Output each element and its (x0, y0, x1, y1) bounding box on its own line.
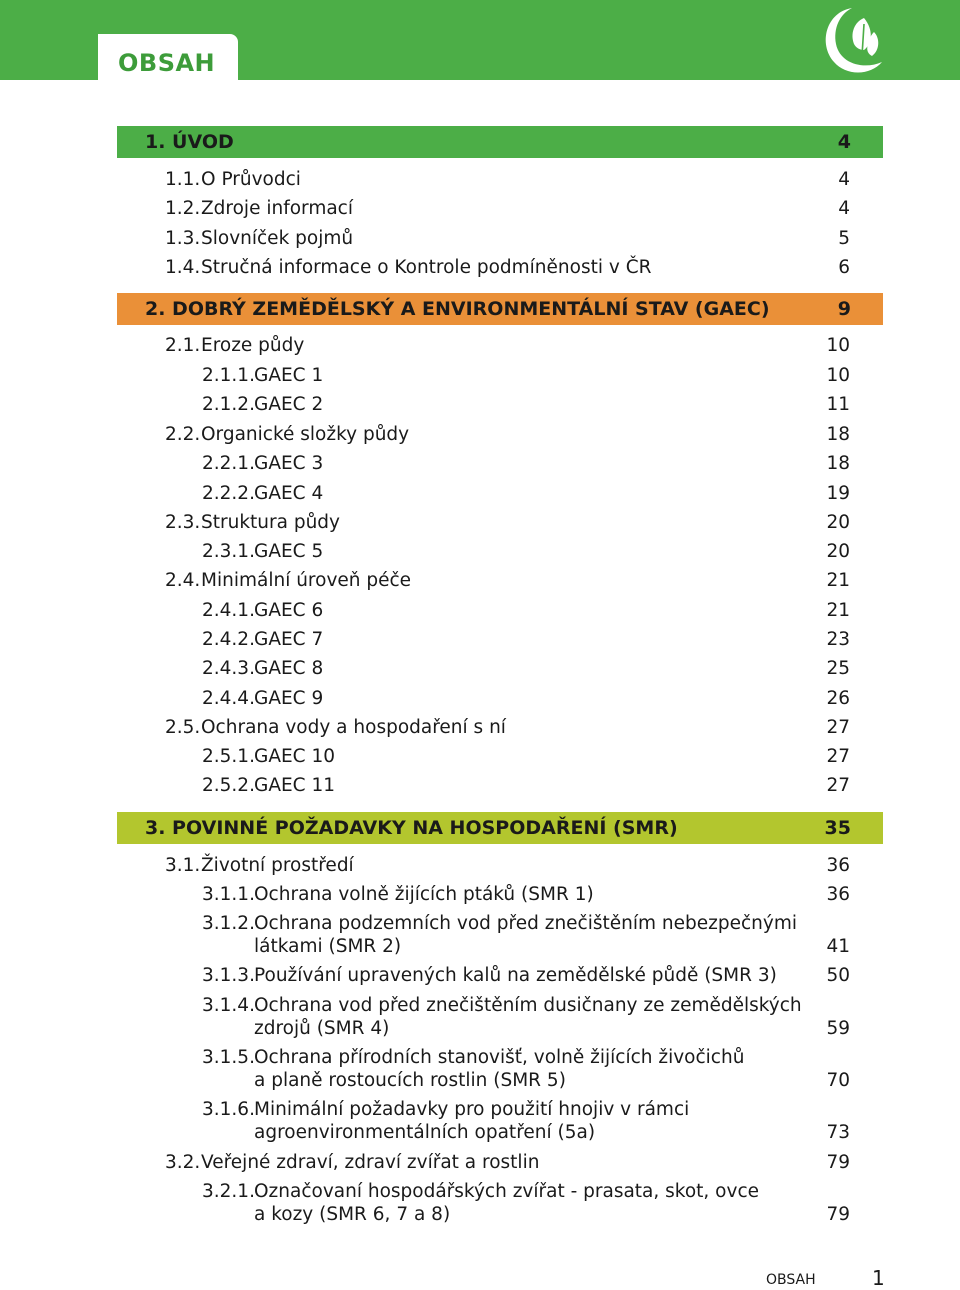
entry-page: 36 (826, 884, 850, 905)
entry-number: 3.1.2. (202, 913, 255, 934)
entry-title: GAEC 10 (254, 746, 336, 767)
section-header-2[interactable] (117, 293, 883, 325)
section-page: 9 (837, 298, 851, 320)
entry-title: GAEC 3 (254, 453, 324, 474)
entry-title: Zdroje informací (201, 198, 353, 219)
entry-page: 27 (826, 746, 850, 767)
entry-page: 79 (826, 1152, 850, 1173)
entry-title: GAEC 7 (254, 629, 324, 650)
entry-number: 3.1.3. (202, 965, 255, 986)
entry-page: 23 (826, 629, 850, 650)
entry-number: 2.3.1. (202, 541, 255, 562)
entry-title: Ochrana přírodních stanovišť, volně žijících živočichů (254, 1047, 745, 1068)
header-tab (98, 34, 238, 80)
footer-label: OBSAH (766, 1272, 816, 1288)
entry-number: 3.1.6. (202, 1099, 255, 1120)
entry-page: 26 (826, 688, 850, 709)
entry-title-continued: zdrojů (SMR 4) (254, 1018, 390, 1039)
entry-page: 4 (838, 169, 850, 190)
entry-title: GAEC 6 (254, 600, 324, 621)
entry-number: 2.1.1. (202, 365, 255, 386)
entry-number: 2.2.2. (202, 483, 255, 504)
section-title: 3. POVINNÉ POŽADAVKY NA HOSPODAŘENÍ (SMR) (145, 817, 678, 839)
entry-page: 50 (826, 965, 850, 986)
entry-title: O Průvodci (201, 169, 301, 190)
entry-title: GAEC 2 (254, 394, 324, 415)
entry-page: 5 (838, 228, 850, 249)
entry-number: 1.1. (165, 169, 201, 190)
entry-title: Veřejné zdraví, zdraví zvířat a rostlin (201, 1152, 540, 1173)
entry-page: 6 (838, 257, 850, 278)
section-header-3[interactable] (117, 812, 883, 844)
entry-number: 2.2.1. (202, 453, 255, 474)
entry-title: Minimální požadavky pro použití hnojiv v rámci (254, 1099, 690, 1120)
entry-number: 3.1. (165, 855, 201, 876)
entry-page: 79 (826, 1204, 850, 1225)
section-title: 1. ÚVOD (145, 131, 234, 153)
entry-number: 2.5. (165, 717, 201, 738)
footer-page-number: 1 (872, 1266, 885, 1290)
entry-number: 2.5.1. (202, 746, 255, 767)
entry-number: 2.5.2. (202, 775, 255, 796)
entry-title-continued: a planě rostoucích rostlin (SMR 5) (254, 1070, 566, 1091)
entry-page: 21 (826, 600, 850, 621)
entry-page: 59 (826, 1018, 850, 1039)
entry-title: Slovníček pojmů (201, 228, 354, 249)
entry-number: 1.3. (165, 228, 201, 249)
entry-title: GAEC 5 (254, 541, 324, 562)
section-title: 2. DOBRÝ ZEMĚDĚLSKÝ A ENVIRONMENTÁLNÍ STAV (GAEC) (145, 298, 770, 320)
entry-title: Struktura půdy (201, 512, 341, 533)
entry-page: 41 (826, 936, 850, 957)
entry-title: Ochrana vod před znečištěním dusičnany ze zemědělských (254, 995, 802, 1016)
entry-title: Životní prostředí (201, 855, 354, 876)
entry-page: 10 (826, 335, 850, 356)
entry-number: 3.1.1. (202, 884, 255, 905)
entry-page: 25 (826, 658, 850, 679)
entry-title: GAEC 1 (254, 365, 324, 386)
entry-page: 18 (826, 424, 850, 445)
entry-page: 20 (826, 541, 850, 562)
section-page: 4 (837, 131, 851, 153)
entry-page: 4 (838, 198, 850, 219)
entry-title: GAEC 11 (254, 775, 336, 796)
entry-title-continued: agroenvironmentálních opatření (5a) (254, 1122, 596, 1143)
entry-title: GAEC 4 (254, 483, 324, 504)
entry-title: Ochrana volně žijících ptáků (SMR 1) (254, 884, 594, 905)
entry-number: 1.2. (165, 198, 201, 219)
entry-title: Ochrana podzemních vod před znečištěním nebezpečnými (254, 913, 797, 934)
entry-number: 2.1. (165, 335, 201, 356)
entry-number: 2.4. (165, 570, 201, 591)
entry-title-continued: látkami (SMR 2) (254, 936, 402, 957)
entry-page: 73 (826, 1122, 850, 1143)
entry-number: 2.4.3. (202, 658, 255, 679)
entry-number: 2.1.2. (202, 394, 255, 415)
entry-title: Ochrana vody a hospodaření s ní (201, 717, 506, 738)
entry-number: 2.2. (165, 424, 201, 445)
entry-number: 3.2.1. (202, 1181, 255, 1202)
section-page: 35 (824, 817, 851, 839)
entry-title: Eroze půdy (201, 335, 305, 356)
entry-title: Minimální úroveň péče (201, 570, 412, 591)
entry-page: 10 (826, 365, 850, 386)
entry-number: 3.1.5. (202, 1047, 255, 1068)
entry-page: 19 (826, 483, 850, 504)
entry-title: Používání upravených kalů na zemědělské půdě (SMR 3) (254, 965, 777, 986)
entry-page: 36 (826, 855, 850, 876)
entry-title: Označovaní hospodářských zvířat - prasata, skot, ovce (254, 1181, 759, 1202)
entry-page: 27 (826, 717, 850, 738)
section-header-1[interactable] (117, 126, 883, 158)
entry-page: 21 (826, 570, 850, 591)
entry-title: Organické složky půdy (201, 424, 410, 445)
entry-page: 11 (826, 394, 850, 415)
leaf-logo-icon (812, 4, 892, 80)
entry-number: 2.3. (165, 512, 201, 533)
entry-number: 2.4.1. (202, 600, 255, 621)
entry-page: 18 (826, 453, 850, 474)
entry-title-continued: a kozy (SMR 6, 7 a 8) (254, 1204, 451, 1225)
entry-number: 2.4.2. (202, 629, 255, 650)
entry-number: 3.1.4. (202, 995, 255, 1016)
entry-number: 3.2. (165, 1152, 201, 1173)
page-title: OBSAH (118, 49, 216, 77)
entry-page: 27 (826, 775, 850, 796)
entry-page: 70 (826, 1070, 850, 1091)
entry-page: 20 (826, 512, 850, 533)
entry-title: GAEC 9 (254, 688, 324, 709)
entry-number: 2.4.4. (202, 688, 255, 709)
entry-title: GAEC 8 (254, 658, 324, 679)
entry-number: 1.4. (165, 257, 201, 278)
entry-title: Stručná informace o Kontrole podmíněnosti v ČR (201, 257, 652, 278)
